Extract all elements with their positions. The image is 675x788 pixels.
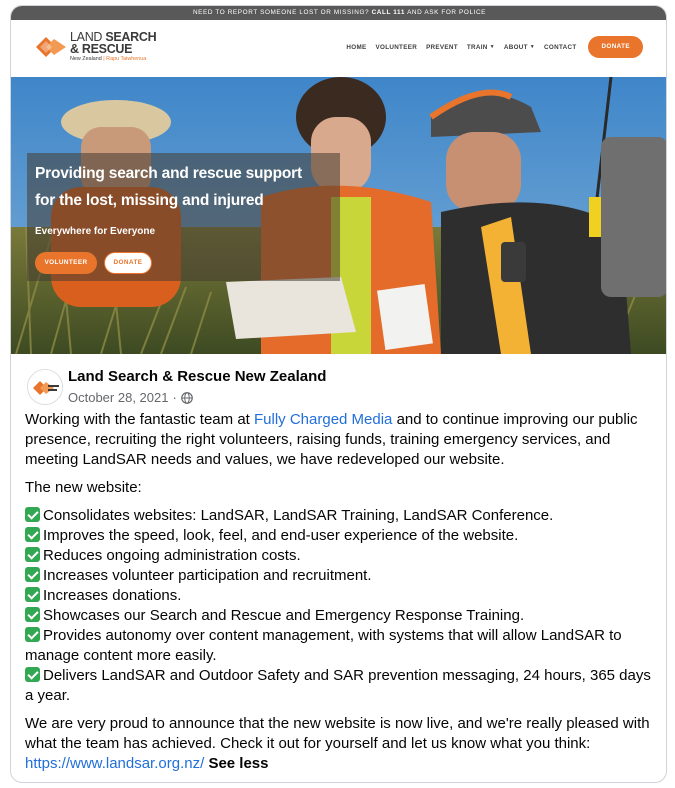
post-date[interactable]: October 28, 2021 (68, 390, 169, 405)
website-preview-image[interactable] (11, 6, 667, 354)
alert-emphasis: CALL 111 (371, 9, 406, 16)
post-meta (68, 390, 193, 405)
list-item: Delivers LandSAR and Outdoor Safety and SAR prevention messaging, 24 hours, 365 days a year. (25, 667, 651, 704)
chevron-down-icon: ▼ (489, 44, 495, 50)
site-nav (337, 36, 643, 58)
list-item: Showcases our Search and Rescue and Emergency Response Training. (25, 606, 655, 626)
check-mark-icon (25, 527, 40, 542)
check-mark-icon (25, 607, 40, 622)
logo-sub-sep: | (101, 56, 107, 62)
nav-home[interactable]: HOME (346, 43, 367, 51)
logo-line1b: SEARCH (105, 30, 157, 44)
alert-bar (11, 6, 667, 20)
landsar-logo-icon (28, 370, 63, 405)
nav-about[interactable]: ABOUT ▼ (503, 43, 536, 51)
check-mark-icon (25, 567, 40, 582)
check-mark-icon (25, 547, 40, 562)
alert-tail: AND ASK FOR POLICE (407, 9, 487, 16)
post-header (11, 360, 667, 406)
post-closing (25, 714, 655, 774)
hero-title: Providing search and rescue support for the lost, missing and injured (35, 165, 302, 209)
page-avatar[interactable] (27, 369, 63, 405)
logo-mark-icon (34, 33, 68, 61)
logo-line2: & RESCUE (70, 42, 133, 56)
post-intro (25, 410, 655, 470)
chevron-down-icon: ▼ (529, 44, 536, 50)
bullet-list (25, 506, 655, 706)
logo-sub-maori: Rapu Taiwhenua (106, 56, 147, 62)
list-item: Reduces ongoing administration costs. (25, 546, 655, 566)
page-name-link[interactable]: Land Search & Rescue New Zealand (68, 368, 327, 385)
post-body (25, 410, 655, 774)
list-item: Improves the speed, look, feel, and end-user experience of the website. (25, 526, 655, 546)
intro-post: and to continue improving our public presence, recruiting the right volunteers, raising funds, training emergency services, and meeting LandSAR needs and values, we have redeveloped our website. (25, 411, 638, 468)
nav-volunteer[interactable]: VOLUNTEER (375, 43, 418, 51)
hero-subtitle: Everywhere for Everyone (35, 226, 156, 237)
facebook-post-card (10, 5, 667, 783)
site-logo (34, 31, 156, 67)
nav-contact[interactable]: CONTACT (544, 43, 577, 51)
closing-text: We are very proud to announce that the new website is now live, and we're really pleased with what the team has achieved. Check it out for yourself and let us know what you think: (25, 715, 650, 752)
list-item: Consolidates websites: LandSAR, LandSAR Training, LandSAR Conference. (25, 506, 655, 526)
list-item: Increases donations. (25, 586, 655, 606)
list-heading: The new website: (25, 479, 142, 496)
logo-line1a: LAND (70, 30, 106, 44)
see-less-button[interactable]: See less (208, 755, 269, 772)
logo-sub-nz: New Zealand (70, 56, 102, 62)
check-mark-icon (25, 507, 40, 522)
hero-volunteer-button[interactable]: VOLUNTEER (35, 252, 97, 274)
site-header (11, 20, 667, 77)
intro-pre: Working with the fantastic team at (25, 411, 254, 428)
nav-donate-button[interactable]: DONATE (588, 36, 643, 58)
hero-donate-button[interactable]: DONATE (104, 252, 152, 274)
website-url-link[interactable]: https://www.landsar.org.nz/ (25, 755, 205, 772)
globe-icon (181, 392, 193, 404)
meta-separator: · (172, 390, 177, 405)
list-item: Provides autonomy over content management, with systems that will allow LandSAR to manage content more easily. (25, 627, 622, 664)
alert-text: NEED TO REPORT SOMEONE LOST OR MISSING? (192, 9, 370, 16)
nav-prevent[interactable]: PREVENT (426, 43, 458, 51)
list-item: Increases volunteer participation and recruitment. (25, 566, 655, 586)
check-mark-icon (25, 627, 40, 642)
hero-banner (11, 77, 667, 354)
fully-charged-media-link[interactable]: Fully Charged Media (254, 411, 393, 428)
check-mark-icon (25, 667, 40, 682)
check-mark-icon (25, 587, 40, 602)
nav-train[interactable]: TRAIN ▼ (466, 43, 495, 51)
